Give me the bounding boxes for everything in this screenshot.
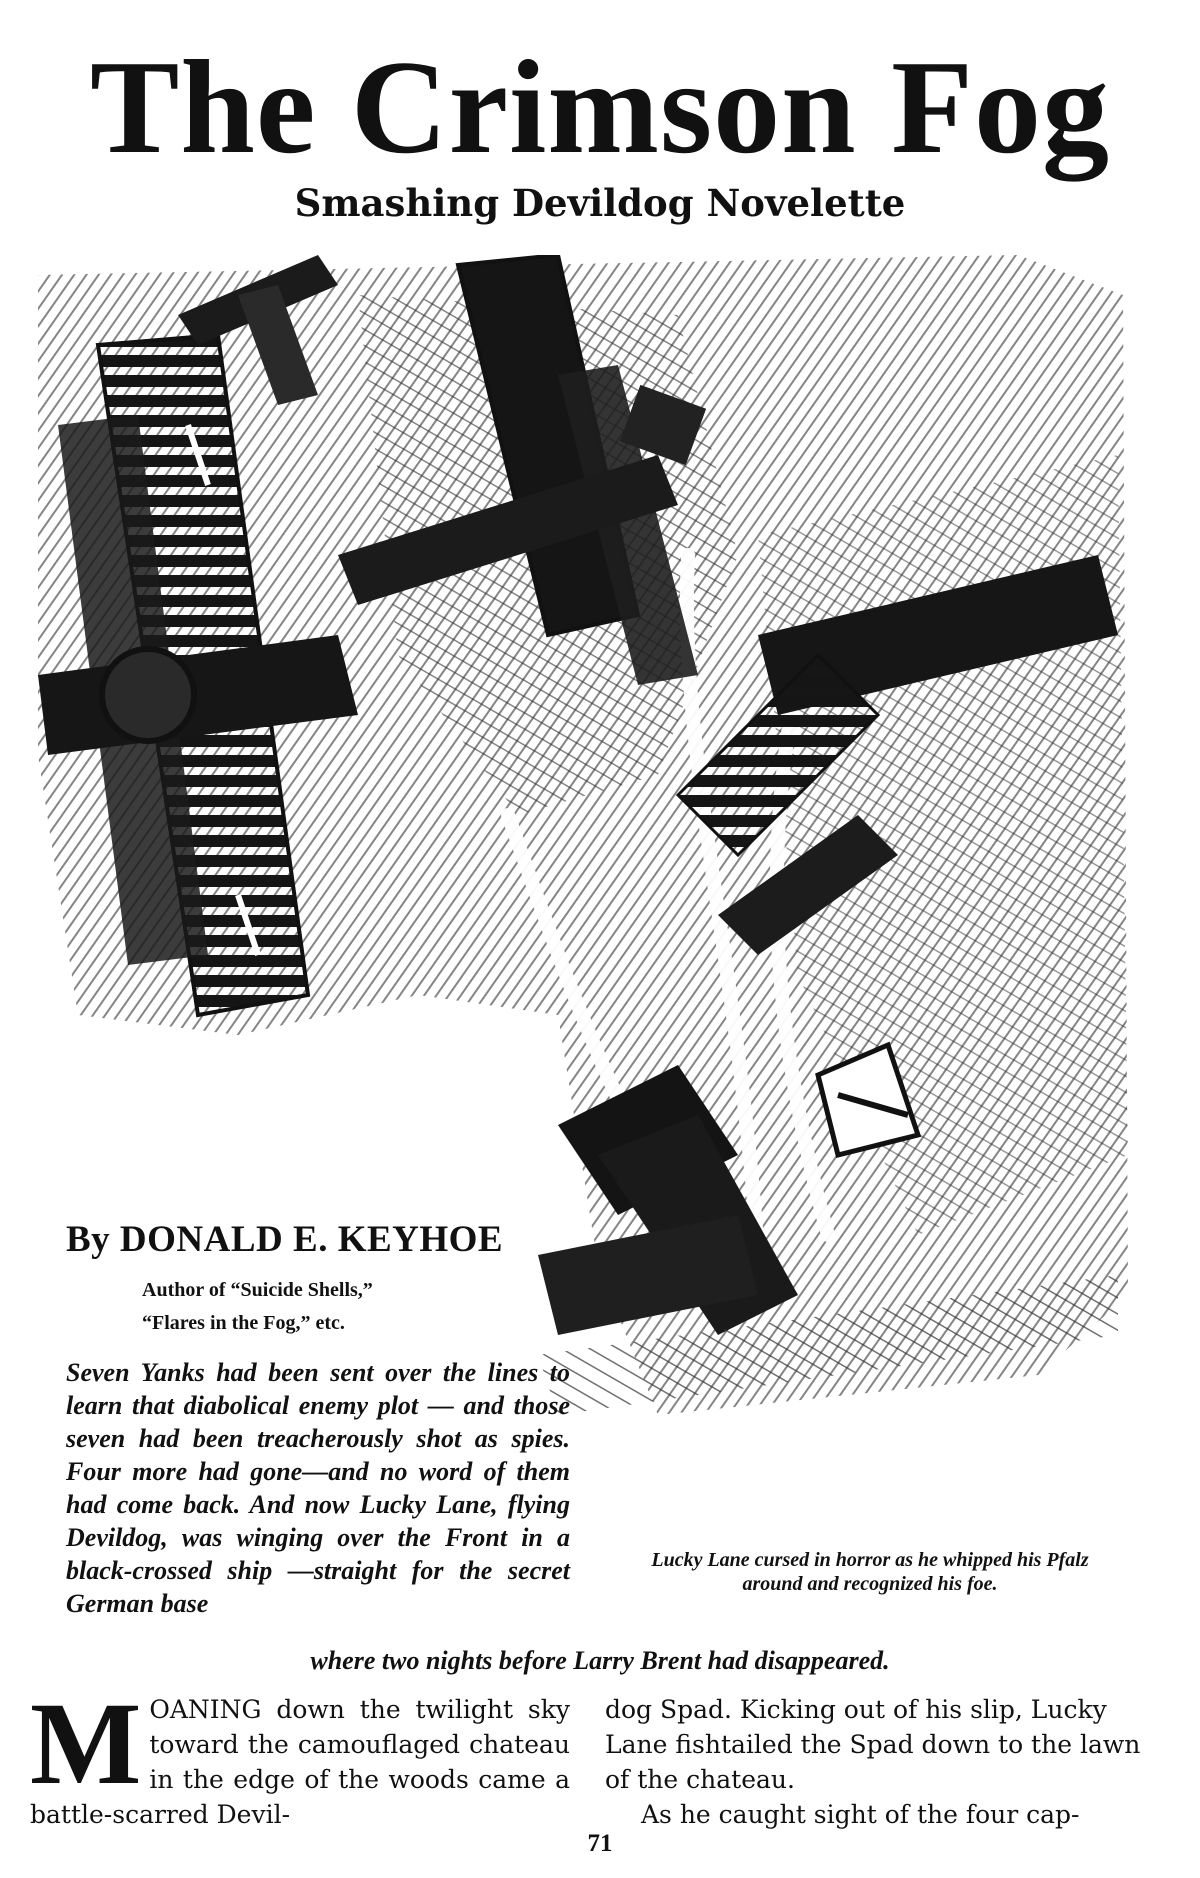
body-text: OANING down the twilight sky toward the camouflaged chateau in the edge of the woods came a battle-scarred Devil- (30, 1695, 570, 1829)
body-column-right (605, 1692, 1145, 1832)
author-credit-line: Author of “Suicide Shells,” (142, 1279, 373, 1301)
body-text: As he caught sight of the four cap- (641, 1800, 1080, 1829)
story-blurb-end: where two nights before Larry Brent had disappeared. (310, 1646, 890, 1675)
drop-cap: M (30, 1678, 142, 1809)
body-text: dog Spad. Kicking out of his slip, Lucky Lane fishtailed the Spad down to the lawn of the chateau. (605, 1695, 1141, 1794)
story-subtitle: Smashing Devildog Novelette (294, 181, 906, 225)
author-credit-line: “Flares in the Fog,” etc. (142, 1312, 345, 1334)
story-title: The Crimson Fog (90, 33, 1110, 181)
illustration-caption: Lucky Lane cursed in horror as he whipped his Pfalz around and recognized his foe. (651, 1549, 1089, 1595)
page-number: 71 (587, 1830, 613, 1857)
body-column-left (30, 1678, 570, 1832)
author-credit (142, 1274, 562, 1340)
byline: By DONALD E. KEYHOE (66, 1219, 504, 1260)
story-blurb: Seven Yanks had been sent over the lines to learn that diabolical enemy plot — and those seven had been treacherously shot as spies. Four more had gone—and no word of them had come back. And now Lucky Lane, flying Devildog, was winging over the Front in a black-crossed ship —straight for the secret German base (66, 1358, 570, 1618)
dogfight-illustration (38, 255, 1128, 1540)
